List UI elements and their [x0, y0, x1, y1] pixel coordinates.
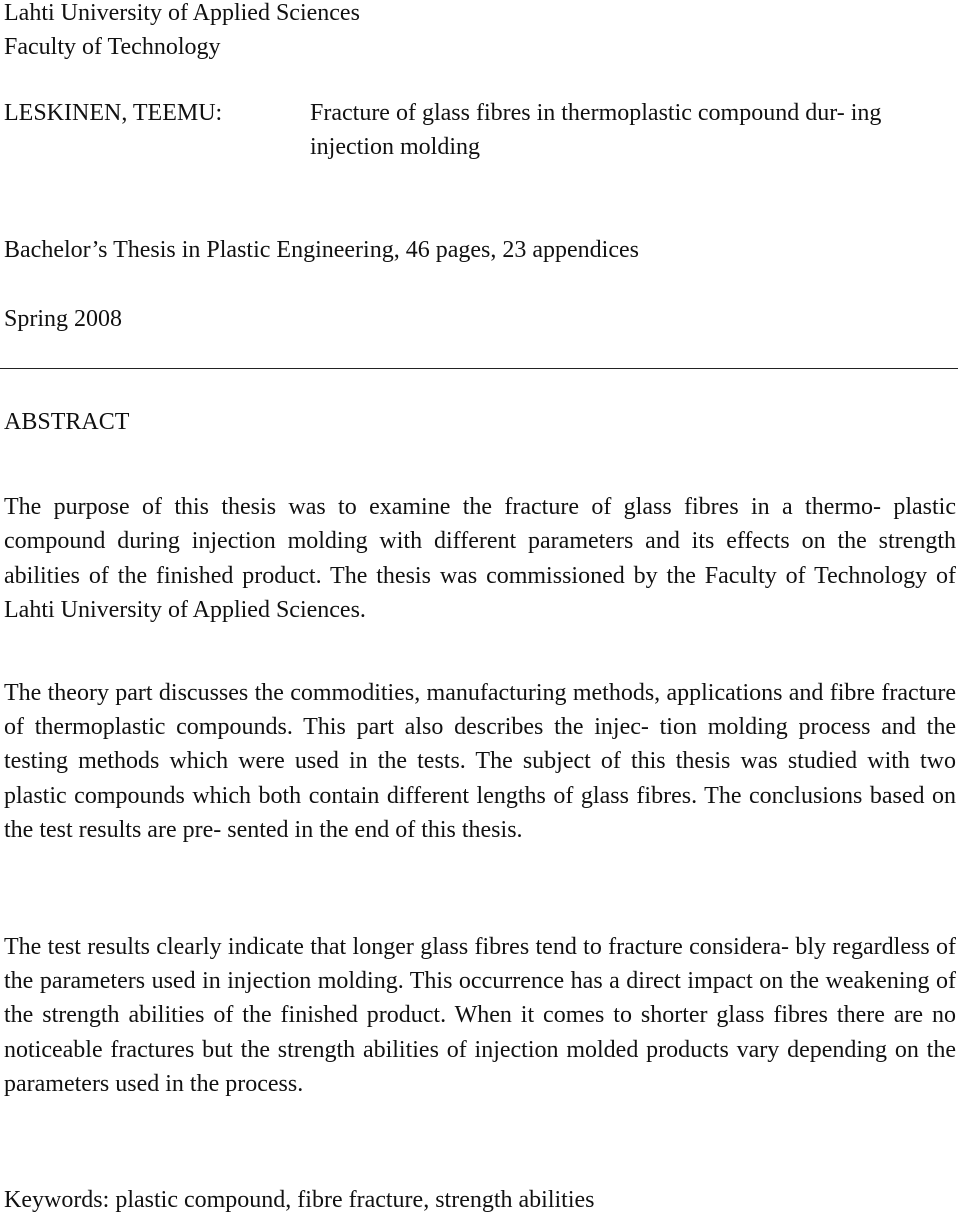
term: Spring 2008 — [4, 306, 123, 332]
abstract-paragraph-2: The theory part discusses the commodities, manufacturing methods, applications and fibre fracture of thermoplastic compounds. This part also describes the injec- tion molding process and the testing methods which were used in the tests. The subject of this thesis was studied with two plastic compounds which both contain different lengths of glass fibres. The conclusions based on the test results are pre- sented in the end of this thesis. — [4, 680, 956, 843]
author-name: LESKINEN, TEEMU: — [4, 100, 223, 126]
divider-line — [0, 368, 958, 369]
abstract-paragraph-3: The test results clearly indicate that longer glass fibres tend to fracture considera- bly regardless of the parameters used in injection molding. This occurrence has a direct impact on the weakening of the strength abilities of the finished product. When it comes to shorter glass fibres there are no noticeable fractures but the strength abilities of injection molded products vary depending on the parameters used in the process. — [4, 934, 956, 1097]
thesis-info: Bachelor’s Thesis in Plastic Engineering, 46 pages, 23 appendices — [4, 237, 639, 263]
keywords: Keywords: plastic compound, fibre fracture, strength abilities — [4, 1187, 595, 1213]
institution-name: Lahti University of Applied Sciences — [4, 0, 360, 26]
abstract-paragraph-1: The purpose of this thesis was to examine the fracture of glass fibres in a thermo- plastic compound during injection molding with different parameters and its effects on the strength abilities of the finished product. The thesis was commissioned by the Faculty of Technology of Lahti University of Applied Sciences. — [4, 494, 956, 623]
faculty-name: Faculty of Technology — [4, 34, 221, 60]
abstract-heading: ABSTRACT — [4, 409, 130, 435]
thesis-title: Fracture of glass fibres in thermoplastic compound dur- ing injection molding — [310, 100, 882, 160]
